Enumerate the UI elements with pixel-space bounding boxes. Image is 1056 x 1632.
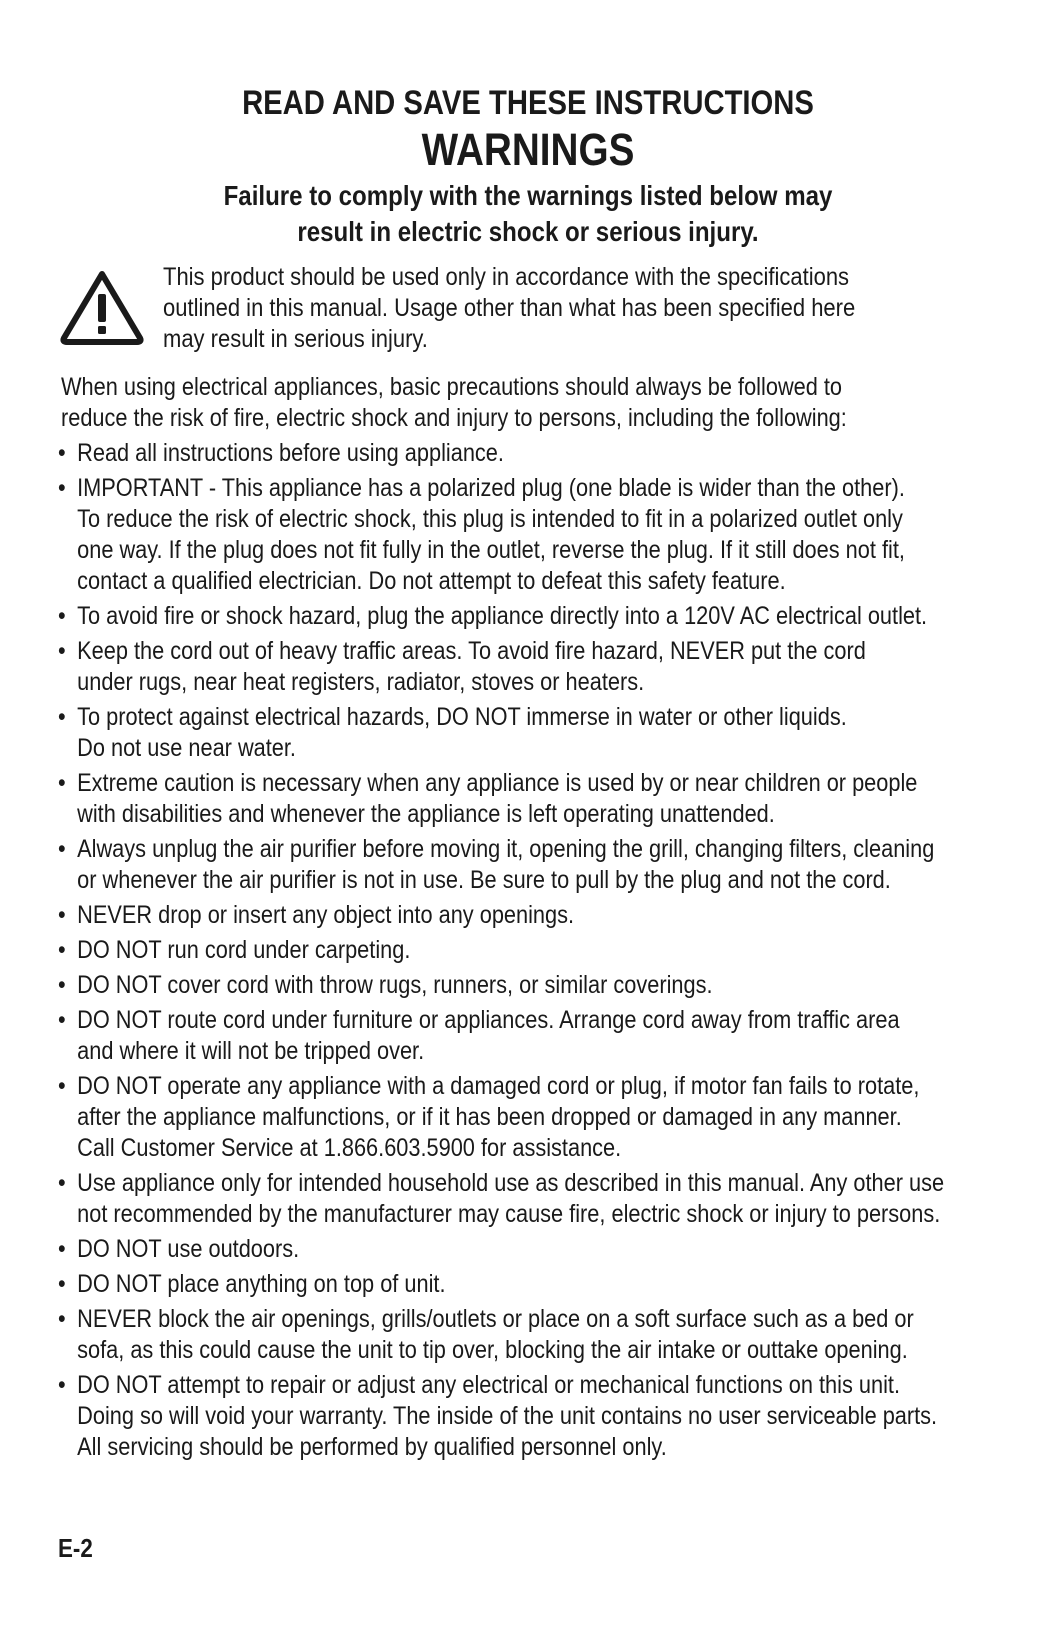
bullet-icon: • bbox=[58, 1169, 66, 1197]
warning-subheading-line-1: Failure to comply with the warnings listed below may bbox=[223, 180, 833, 211]
warning-item bbox=[58, 1071, 972, 1164]
warning-item-text: To avoid fire or shock hazard, plug the appliance directly into a 120V AC electrical outlet. bbox=[77, 602, 928, 630]
warning-item-text: Keep the cord out of heavy traffic areas. To avoid fire hazard, NEVER put the cord under rugs, near heat registers, radiator, stoves or heaters. bbox=[77, 637, 866, 696]
bullet-icon: • bbox=[58, 703, 66, 731]
warning-item bbox=[58, 1234, 972, 1265]
warning-item-text: DO NOT use outdoors. bbox=[77, 1235, 300, 1263]
read-and-save-heading: READ AND SAVE THESE INSTRUCTIONS bbox=[242, 84, 814, 122]
bullet-icon: • bbox=[58, 439, 66, 467]
warning-item-text: NEVER drop or insert any object into any openings. bbox=[77, 901, 575, 929]
warning-item-text: Use appliance only for intended household use as described in this manual. Any other use not recommended by the manufacturer may cause fire, electric shock or injury to persons. bbox=[77, 1169, 945, 1228]
warning-triangle-icon bbox=[58, 268, 146, 348]
warning-item bbox=[58, 768, 972, 830]
warning-item-text: DO NOT operate any appliance with a damaged cord or plug, if motor fan fails to rotate, after the appliance malfunctions, or if it has been dropped or damaged in any manner. Call Customer Service at 1.866.603.5900 for assistance. bbox=[77, 1072, 920, 1162]
precautions-paragraph: When using electrical appliances, basic precautions should always be followed to reduce the risk of fire, electric shock and injury to persons, including the following: bbox=[61, 373, 847, 432]
bullet-icon: • bbox=[58, 1072, 66, 1100]
warning-item-text: DO NOT attempt to repair or adjust any electrical or mechanical functions on this unit. Doing so will void your warranty. The inside of the unit contains no user serviceable parts. All servicing should be performed by qualified personnel only. bbox=[77, 1371, 938, 1461]
warning-item-text: To protect against electrical hazards, DO NOT immerse in water or other liquids. Do not use near water. bbox=[77, 703, 847, 762]
warning-item bbox=[58, 473, 972, 597]
page-number: E-2 bbox=[58, 1533, 93, 1563]
warning-item bbox=[58, 438, 972, 469]
bullet-icon: • bbox=[58, 769, 66, 797]
warning-item-text: Extreme caution is necessary when any appliance is used by or near children or people with disabilities and whenever the appliance is left operating unattended. bbox=[77, 769, 918, 828]
bullet-icon: • bbox=[58, 637, 66, 665]
warning-item bbox=[58, 900, 972, 931]
bullet-icon: • bbox=[58, 936, 66, 964]
bullet-icon: • bbox=[58, 1371, 66, 1399]
warning-subheading bbox=[74, 178, 982, 250]
warning-item-text: DO NOT run cord under carpeting. bbox=[77, 936, 411, 964]
warning-item bbox=[58, 601, 972, 632]
bullet-icon: • bbox=[58, 1305, 66, 1333]
warning-item bbox=[58, 1370, 972, 1463]
warnings-heading: WARNINGS bbox=[421, 124, 635, 175]
warning-item-text: DO NOT route cord under furniture or appliances. Arrange cord away from traffic area and where it will not be tripped over. bbox=[77, 1006, 900, 1065]
bullet-icon: • bbox=[58, 1235, 66, 1263]
warning-item bbox=[58, 1304, 972, 1366]
warning-item-text: NEVER block the air openings, grills/outlets or place on a soft surface such as a bed or sofa, as this could cause the unit to tip over, blocking the air intake or outtake opening. bbox=[77, 1305, 914, 1364]
warning-subheading-line-2: result in electric shock or serious injury. bbox=[297, 216, 759, 247]
warning-item-text: DO NOT place anything on top of unit. bbox=[77, 1270, 446, 1298]
bullet-icon: • bbox=[58, 602, 66, 630]
warning-item-text: Read all instructions before using appliance. bbox=[77, 439, 504, 467]
warning-item bbox=[58, 935, 972, 966]
warning-item-text: DO NOT cover cord with throw rugs, runners, or similar coverings. bbox=[77, 971, 713, 999]
warning-item bbox=[58, 702, 972, 764]
warning-item bbox=[58, 1005, 972, 1067]
bullet-icon: • bbox=[58, 835, 66, 863]
warning-item bbox=[58, 1168, 972, 1230]
bullet-icon: • bbox=[58, 1270, 66, 1298]
bullet-icon: • bbox=[58, 1006, 66, 1034]
bullet-icon: • bbox=[58, 474, 66, 502]
intro-paragraph: This product should be used only in accordance with the specifications outlined in this manual. Usage other than what has been specified here may result in serious injury. bbox=[163, 263, 856, 353]
warning-item bbox=[58, 1269, 972, 1300]
warning-item-text: IMPORTANT - This appliance has a polarized plug (one blade is wider than the other). To reduce the risk of electric shock, this plug is intended to fit in a polarized outlet only one way. If the plug does not fit fully in the outlet, reverse the plug. If it still does not fit, contact a qualified electrician. Do not attempt to defeat this safety feature. bbox=[77, 474, 905, 595]
warning-item-text: Always unplug the air purifier before moving it, opening the grill, changing filters, cleaning or whenever the air purifier is not in use. Be sure to pull by the plug and not the cord. bbox=[77, 835, 935, 894]
warning-item bbox=[58, 970, 972, 1001]
warnings-list bbox=[58, 438, 972, 1467]
bullet-icon: • bbox=[58, 901, 66, 929]
warning-item bbox=[58, 636, 972, 698]
bullet-icon: • bbox=[58, 971, 66, 999]
warning-item bbox=[58, 834, 972, 896]
